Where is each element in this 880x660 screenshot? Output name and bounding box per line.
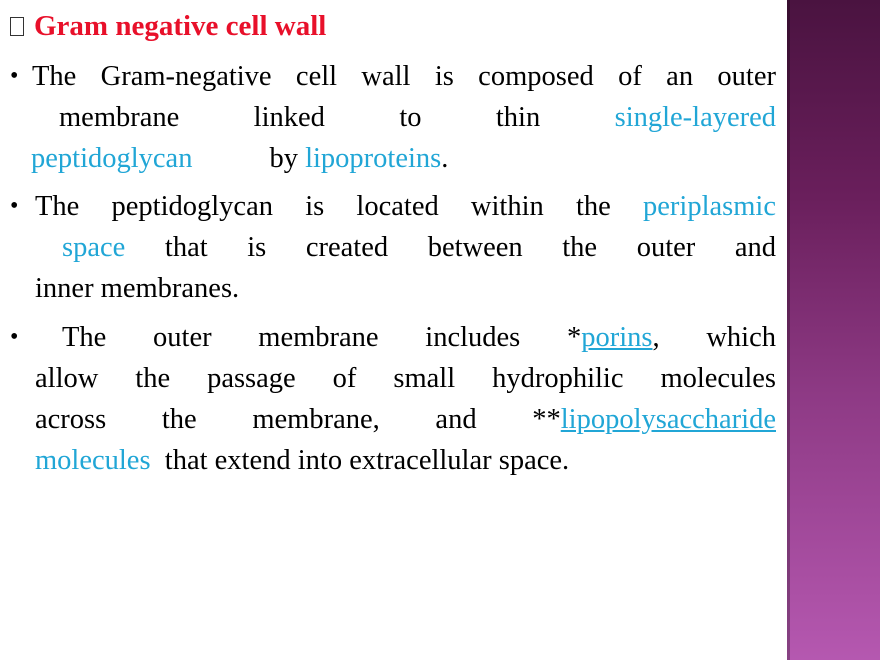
bullet-3-line-4: molecules that extend into extracellular space. xyxy=(35,445,570,476)
highlight-term: single-layered xyxy=(614,102,777,133)
bullet-2-line-1: The peptidoglycan is located within the periplasmic xyxy=(35,191,776,222)
bullet-dot: • xyxy=(10,193,19,219)
bullet-1-line-2: membrane linked to thin single-layered xyxy=(59,102,777,133)
bullet-1-line-1: The Gram-negative cell wall is composed of an outer xyxy=(32,61,776,92)
bullet-3-line-2: allow the passage of small hydrophilic molecules xyxy=(35,363,776,394)
heading-text: Gram negative cell wall xyxy=(34,10,327,42)
bullet-2-line-3: inner membranes. xyxy=(35,273,240,304)
highlight-term: periplasmic xyxy=(643,191,776,222)
bullet-3 xyxy=(10,317,776,481)
slide-heading xyxy=(10,8,326,44)
bullet-2 xyxy=(10,186,776,309)
bullet-dot: • xyxy=(10,63,19,89)
bullet-3-line-3: across the membrane, and **lipopolysaccharide xyxy=(35,404,776,435)
highlight-term: lipoproteins xyxy=(305,143,442,174)
decorative-side-bar xyxy=(787,0,880,660)
bullet-3-line-1: The outer membrane includes *porins, which xyxy=(62,322,776,353)
highlight-term: molecules xyxy=(35,445,151,476)
porins-link[interactable]: porins xyxy=(581,322,653,353)
bullet-1-line-3: peptidoglycan by lipoproteins. xyxy=(31,143,449,174)
bullet-1 xyxy=(10,56,776,179)
lipopolysaccharide-link[interactable]: lipopolysaccharide xyxy=(560,404,776,435)
checkbox-bullet-icon xyxy=(10,17,24,36)
bullet-dot: • xyxy=(10,324,19,350)
highlight-term: peptidoglycan xyxy=(31,143,193,174)
bullet-2-line-2: space that is created between the outer and xyxy=(62,232,777,263)
highlight-term: space xyxy=(62,232,126,263)
